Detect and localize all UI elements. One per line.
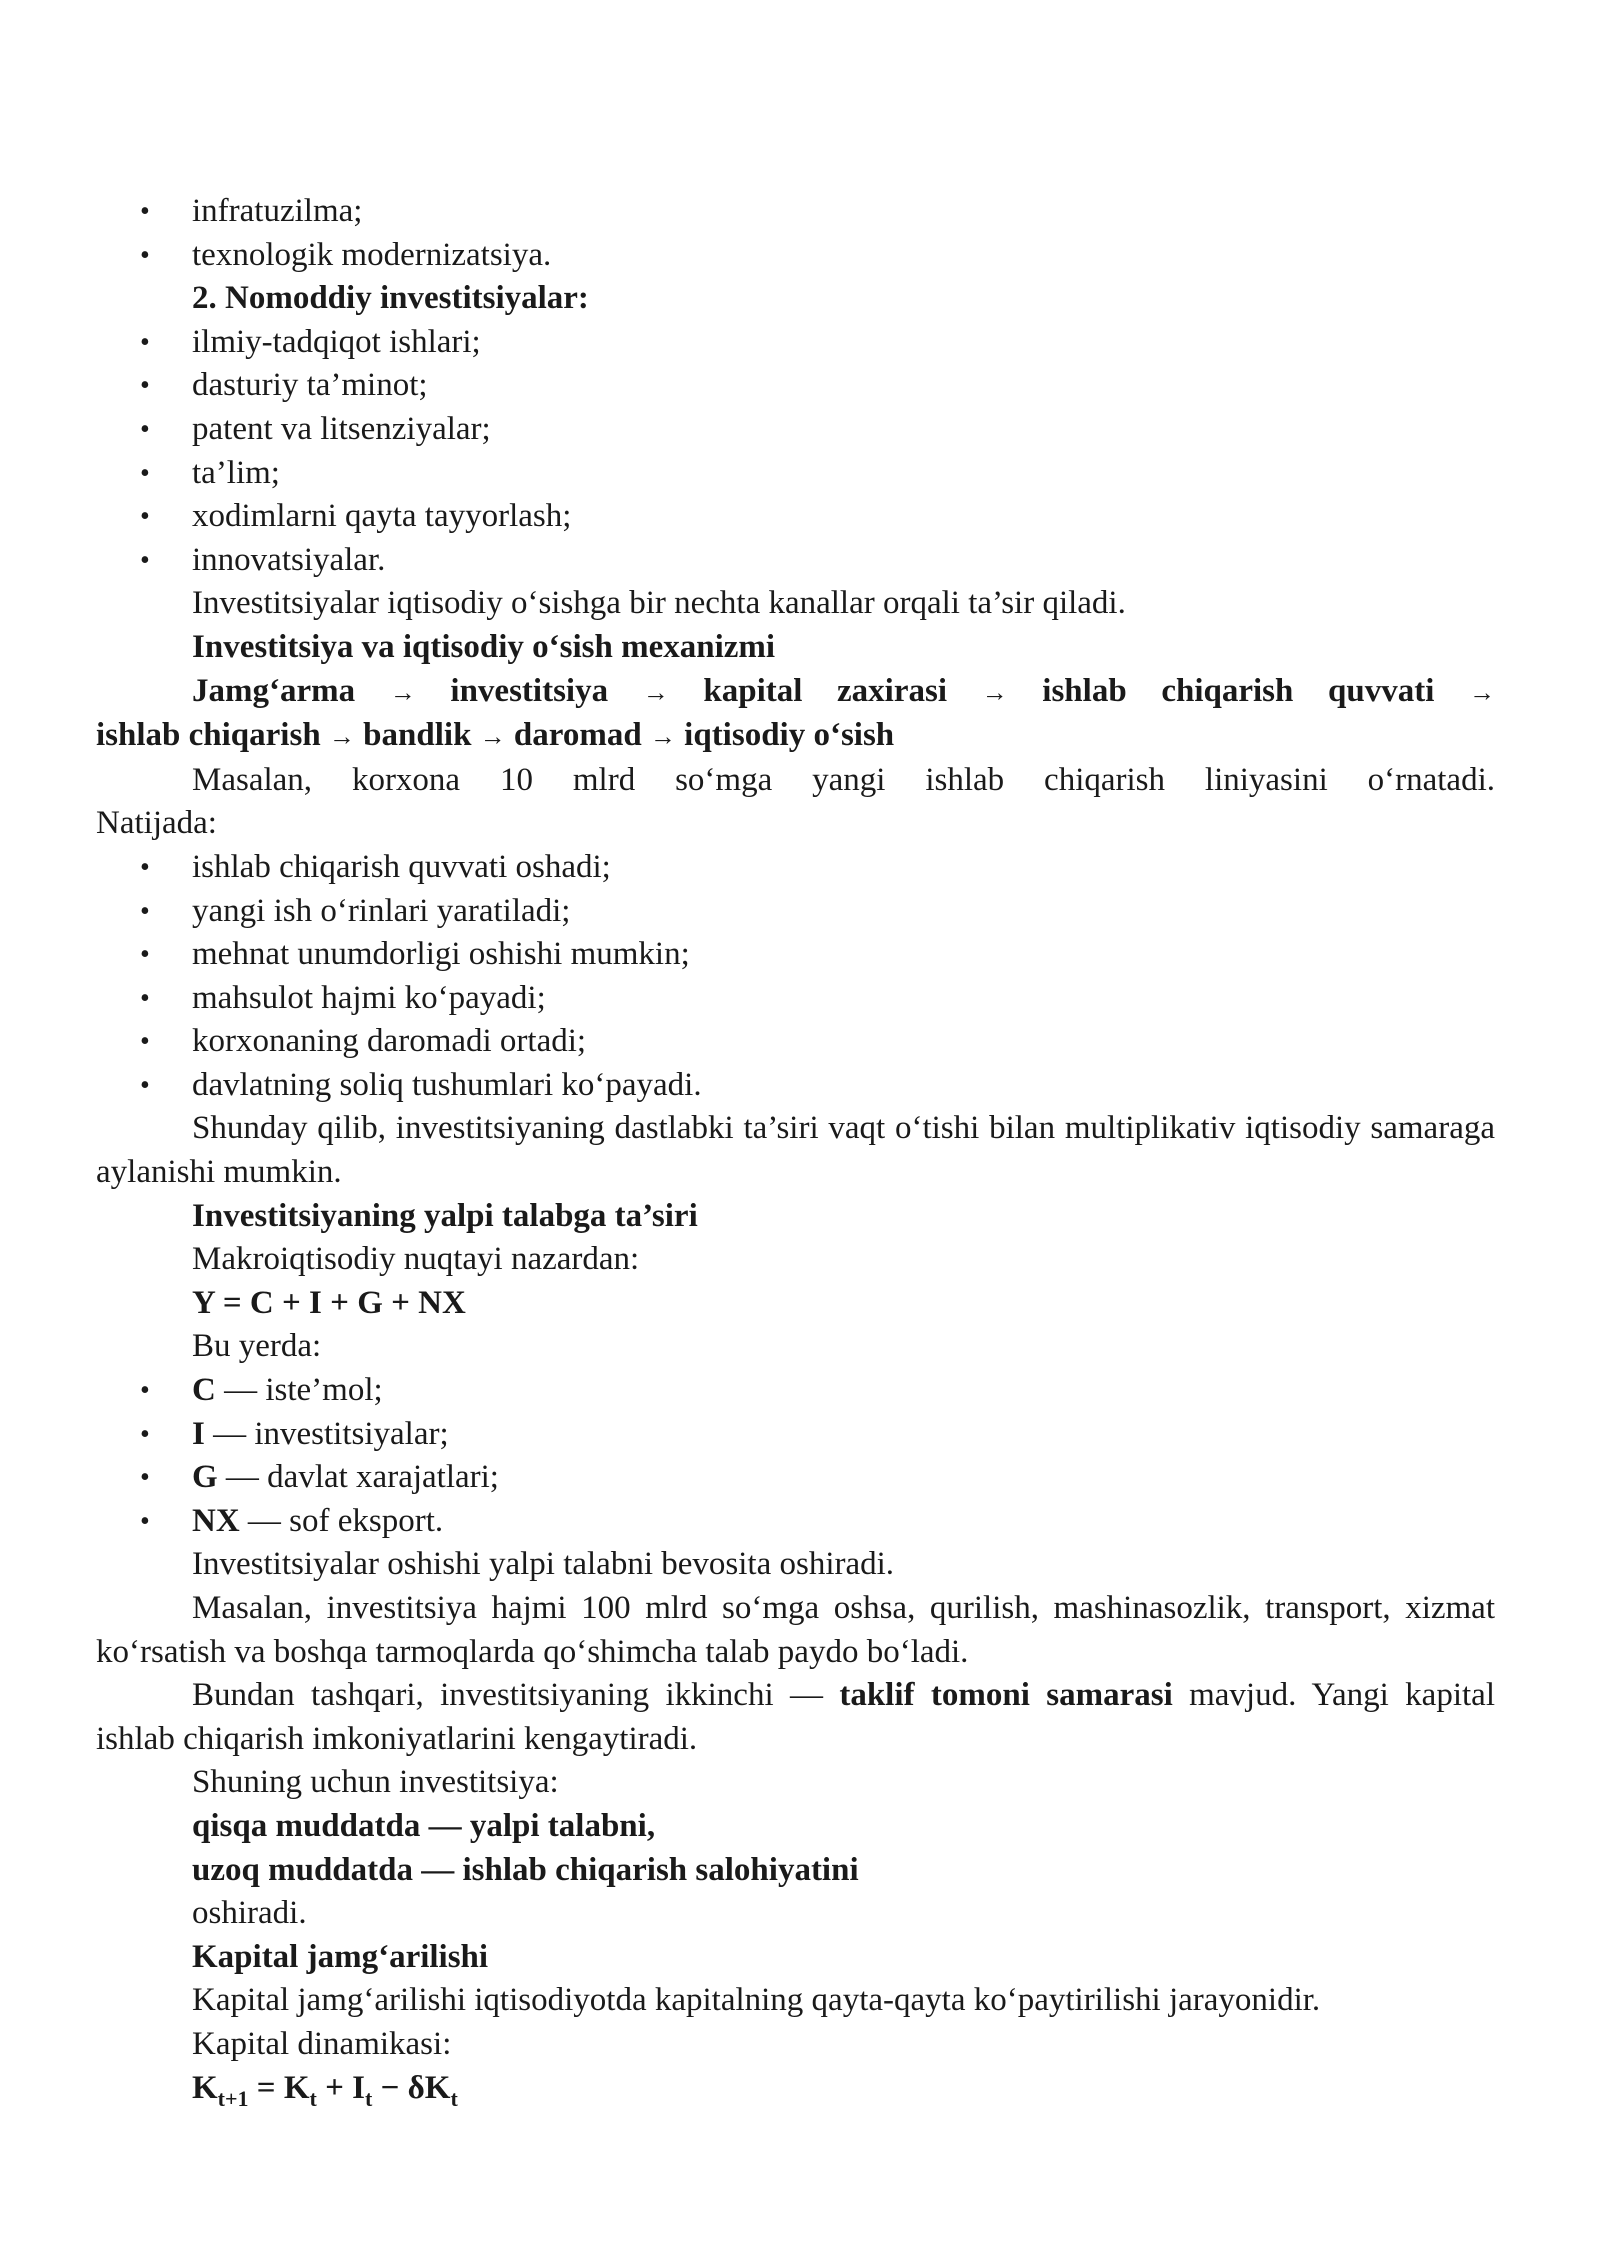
list-item: • G — davlat xarajatlari; [96,1456,1495,1500]
list-item: • xodimlarni qayta tayyorlash; [96,495,1495,539]
paragraph: Masalan, korxona 10 mlrd so‘mga yangi ishlab chiqarish liniyasini o‘rnatadi. [192,761,1495,798]
list-item: • dasturiy ta’minot; [96,364,1495,408]
bullet-icon: • [140,939,150,971]
list-item: • ishlab chiqarish quvvati oshadi; [96,846,1495,890]
bullet-icon: • [140,982,150,1014]
bullet-icon: • [140,370,150,402]
section-heading: Investitsiyaning yalpi talabga ta’siri [192,1197,698,1234]
paragraph: Natijada: [96,805,217,842]
paragraph: Shuning uchun investitsiya: [192,1764,559,1801]
arrow-icon: → [479,722,506,752]
paragraph: Bundan tashqari, investitsiyaning ikkinchi — taklif tomoni samarasi mavjud. Yangi kapital ishlab chiqarish imkoniyatlarini kengaytiradi. [96,1677,1495,1757]
bullet-icon: • [140,1418,150,1450]
paragraph: Masalan, investitsiya hajmi 100 mlrd so‘mga oshsa, qurilish, mashinasozlik, transport, xizmat ko‘rsatish va boshqa tarmoqlarda qo‘shimcha talab paydo bo‘ladi. [96,1590,1495,1670]
emphasis-line: uzoq muddatda — ishlab chiqarish salohiyatini [192,1851,859,1888]
paragraph: Kapital jamg‘arilishi iqtisodiyotda kapitalning qayta-qayta ko‘paytirilishi jarayonidir. [192,1982,1321,2019]
bullet-icon: • [140,851,150,883]
paragraph: Investitsiyalar oshishi yalpi talabni bevosita oshiradi. [192,1546,895,1583]
list-item: • texnologik modernizatsiya. [96,234,1495,278]
bullet-icon: • [140,457,150,489]
bullet-icon: • [140,1505,150,1537]
bullet-icon: • [140,239,150,271]
emphasis-line: qisqa muddatda — yalpi talabni, [192,1807,656,1844]
bullet-icon: • [140,326,150,358]
section-heading: Kapital jamg‘arilishi [192,1938,489,1975]
arrow-icon: → [981,677,1008,707]
bullet-icon: • [140,544,150,576]
bullet-icon: • [140,1026,150,1058]
chain-line-1: Jamg‘arma → investitsiya → kapital zaxirasi → ishlab chiqarish quvvati → [192,672,1495,709]
bullet-icon: • [140,895,150,927]
list-item: • davlatning soliq tushumlari ko‘payadi. [96,1064,1495,1108]
list-item: • infratuzilma; [96,190,1495,234]
list-item: • ilmiy-tadqiqot ishlari; [96,321,1495,365]
list-item: • yangi ish o‘rinlari yaratiladi; [96,890,1495,934]
paragraph: Makroiqtisodiy nuqtayi nazardan: [192,1241,640,1278]
list-item: • mahsulot hajmi ko‘payadi; [96,977,1495,1021]
list-item: • I — investitsiyalar; [96,1413,1495,1457]
arrow-icon: → [389,677,416,707]
bullet-icon: • [140,1375,150,1407]
bullet-icon: • [140,413,150,445]
formula: Y = C + I + G + NX [192,1284,466,1321]
list-item: • patent va litsenziyalar; [96,408,1495,452]
bullet-icon: • [140,501,150,533]
bullet-icon: • [140,1462,150,1494]
arrow-icon: → [1469,677,1495,707]
bullet-icon: • [140,1069,150,1101]
list-item: • innovatsiyalar. [96,539,1495,583]
paragraph: Kapital dinamikasi: [192,2025,452,2062]
list-item: • NX — sof eksport. [96,1500,1495,1544]
arrow-icon: → [649,722,676,752]
section-heading: 2. Nomoddiy investitsiyalar: [192,280,589,317]
bullet-icon: • [140,196,150,227]
list-item: • mehnat unumdorligi oshishi mumkin; [96,933,1495,977]
section-heading: Investitsiya va iqtisodiy o‘sish mexanizmi [192,628,776,665]
arrow-icon: → [328,722,355,752]
chain-line-2: ishlab chiqarish → bandlik → daromad → iqtisodiy o‘sish [96,717,895,754]
paragraph: oshiradi. [192,1895,307,1932]
list-item: • korxonaning daromadi ortadi; [96,1020,1495,1064]
list-item: • C — iste’mol; [96,1369,1495,1413]
formula: $K_{t+1} = K_t + I_t - \delta K_t$ [192,2069,458,2111]
arrow-icon: → [642,677,669,707]
paragraph: Investitsiyalar iqtisodiy o‘sishga bir nechta kanallar orqali ta’sir qiladi. [192,585,1126,622]
list-item: • ta’lim; [96,452,1495,496]
paragraph: Bu yerda: [192,1328,322,1365]
paragraph: Shunday qilib, investitsiyaning dastlabki ta’siri vaqt o‘tishi bilan multiplikativ iqtisodiy samaraga aylanishi mumkin. [96,1110,1495,1191]
